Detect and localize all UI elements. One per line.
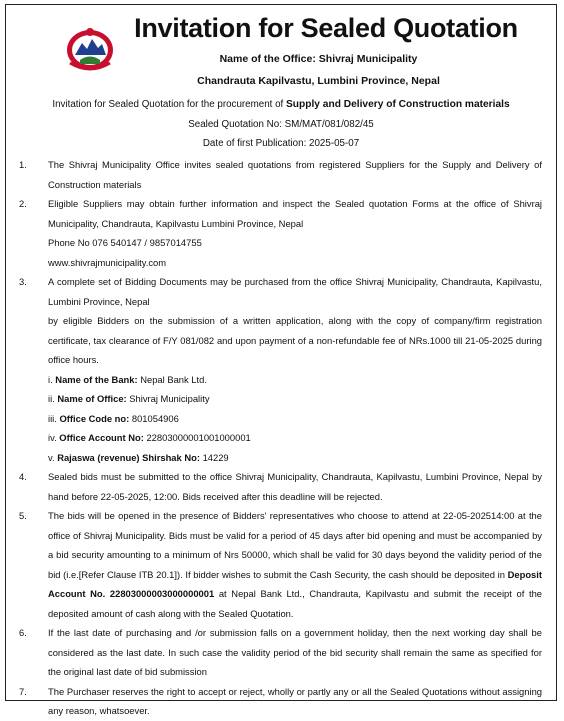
list-item bbox=[6, 623, 556, 682]
office-address: Chandrauta Kapilvastu, Lumbini Province, Nepal bbox=[197, 75, 440, 87]
notice-title: Invitation for Sealed Quotation bbox=[134, 13, 518, 43]
item-text: Eligible Suppliers may obtain further information and inspect the Sealed quotation Forms at the office of Shivraj Municipality, Chandrauta, Kapilvastu Lumbini Province, Nepal bbox=[48, 198, 542, 229]
publication-date: Date of first Publication: 2025-05-07 bbox=[202, 138, 360, 149]
invitation-line bbox=[6, 99, 556, 110]
item-text: A complete set of Bidding Documents may be purchased from the office Shivraj Municipality, Chandrauta, Kapilvastu, Lumbini Province, Nepal bbox=[48, 276, 542, 307]
bank-name: i. Name of the Bank: Nepal Bank Ltd. bbox=[48, 373, 207, 385]
item-number: 3. bbox=[19, 276, 27, 287]
rajaswa-shirshak: v. Rajaswa (revenue) Shirshak No: 14229 bbox=[48, 451, 229, 463]
list-item bbox=[6, 506, 556, 623]
office-code: iii. Office Code no: 801054906 bbox=[48, 412, 179, 424]
list-item bbox=[6, 155, 556, 194]
item-text-end: at Nepal Bank Ltd., Chandrauta, Kapilvastu and submit the receipt of the deposited amount of cash along with the Sealed Quotation. bbox=[48, 588, 543, 619]
list-item bbox=[6, 194, 556, 272]
invitation-subject: Supply and Delivery of Construction materials bbox=[286, 99, 510, 110]
item-text: The Shivraj Municipality Office invites sealed quotations from registered Suppliers for the Supply and Delivery of Construction materials bbox=[48, 159, 542, 190]
item-number: 7. bbox=[19, 685, 27, 697]
invitation-prefix: Invitation for Sealed Quotation for the procurement of bbox=[52, 99, 287, 110]
item-number: 2. bbox=[19, 198, 27, 209]
list-item bbox=[6, 467, 556, 506]
office-name: Name of the Office: Shivraj Municipality bbox=[219, 53, 418, 65]
website-link[interactable]: www.shivrajmunicipality.com bbox=[48, 256, 167, 268]
quotation-number: Sealed Quotation No: SM/MAT/081/082/45 bbox=[188, 119, 374, 130]
office-account: iv. Office Account No: 22803000001001000001 bbox=[48, 432, 251, 443]
list-item bbox=[6, 272, 556, 467]
item-text: The Purchaser reserves the right to accept or reject, wholly or partly any or all the Sealed Quotations without assigning any reason, whatsoever. bbox=[48, 685, 542, 716]
item-number: 5. bbox=[19, 510, 27, 521]
deposit-account: Deposit Account No. 22803000003000000001 bbox=[48, 568, 542, 599]
item-text: If the last date of purchasing and /or submission falls on a government holiday, then the next working day shall be considered as the last date. In such case the validity period of the bid security shall remain the same as specified for the original last date of bid submission bbox=[48, 627, 542, 677]
notice-frame bbox=[5, 4, 557, 716]
office-name-field: ii. Name of Office: Shivraj Municipality bbox=[48, 393, 210, 404]
item-text: The bids will be opened in the presence of Bidders' representatives who choose to attend at 22-05-202514:00 at the office of Shivraj Municipality. Bids must be valid for a period of 45 days after bid opening and must be accompanied by a bid security amounting to a minimum of Nrs 50000, which shall be valid for 30 days beyond the validity period of the bid (i.e.[Refer Clause ITB 20.1]). If bidder wishes to submit the Cash Security, the cash should be deposited in bbox=[48, 510, 542, 580]
notice-body bbox=[6, 155, 556, 721]
item-number: 4. bbox=[19, 471, 27, 482]
item-text: Sealed bids must be submitted to the office Shivraj Municipality, Chandrauta, Kapilvastu, Lumbini Province, Nepal by hand before 22-05-2025, 12:00. Bids received after this deadline will be rejected. bbox=[48, 471, 542, 502]
item-number: 6. bbox=[19, 627, 27, 638]
phone-number: Phone No 076 540147 / 9857014755 bbox=[48, 237, 202, 248]
item-text-continued: by eligible Bidders on the submission of a written application, along with the copy of company/firm registration certificate, tax clearance of F/Y 081/082 and upon payment of a non-refundable fee of NRs.1000 till 21-05-2025 during office hours. bbox=[48, 315, 542, 365]
nepal-emblem-icon bbox=[64, 23, 116, 73]
item-number: 1. bbox=[19, 159, 27, 170]
